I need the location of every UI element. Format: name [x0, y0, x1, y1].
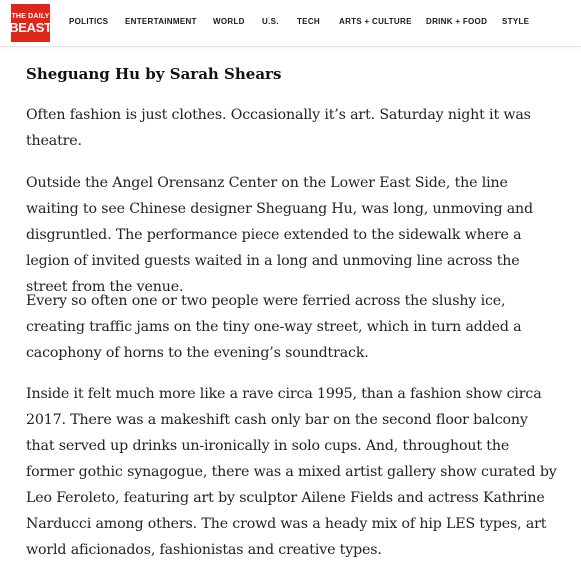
nav-item-style[interactable]: STYLE — [502, 17, 530, 26]
article-body — [26, 60, 560, 558]
nav-item-entertainment[interactable]: ENTERTAINMENT — [125, 17, 197, 26]
nav-item-world[interactable]: WORLD — [213, 17, 245, 26]
article-paragraph-4: Inside it felt much more like a rave circa 1995, than a fashion show circa 2017. There was a makeshift cash only bar on the second floor balcony that served up drinks un-ironically in solo cups. And, throughout the former gothic synagogue, there was a mixed artist gallery show curated by Leo Feroleto, featuring art by sculptor Ailene Fields and actress Kathrine Narducci among others. The crowd was a heady mix of hip LES types, art world aficionados, fashionistas and creative types. — [26, 386, 557, 558]
top-navigation-bar — [0, 0, 581, 47]
daily-beast-logo[interactable] — [11, 4, 50, 42]
nav-item-tech[interactable]: TECH — [297, 17, 320, 26]
section-heading: Sheguang Hu by Sarah Shears — [26, 65, 282, 83]
article-paragraph-1: Often fashion is just clothes. Occasionally it’s art. Saturday night it was theatre. — [26, 107, 531, 149]
nav-item-politics[interactable]: POLITICS — [69, 17, 109, 26]
nav-item-arts-culture[interactable]: ARTS + CULTURE — [339, 17, 412, 26]
article-paragraph-3: Every so often one or two people were ferried across the slushy ice, creating traffic jams on the tiny one-way street, which in turn added a cacophony of horns to the evening’s soundtrack. — [26, 293, 522, 361]
nav-item-drink-food[interactable]: DRINK + FOOD — [426, 17, 488, 26]
logo-line-1: THE DAILY — [11, 12, 50, 20]
article-paragraph-2: Outside the Angel Orensanz Center on the Lower East Side, the line waiting to see Chinese designer Sheguang Hu, was long, unmoving and disgruntled. The performance piece extended to the sidewalk where a legion of invited guests waited in a long and unmoving line across the street from the venue. — [26, 175, 533, 295]
logo-line-2: BEAST — [9, 19, 52, 35]
nav-item-us[interactable]: U.S. — [262, 17, 279, 26]
